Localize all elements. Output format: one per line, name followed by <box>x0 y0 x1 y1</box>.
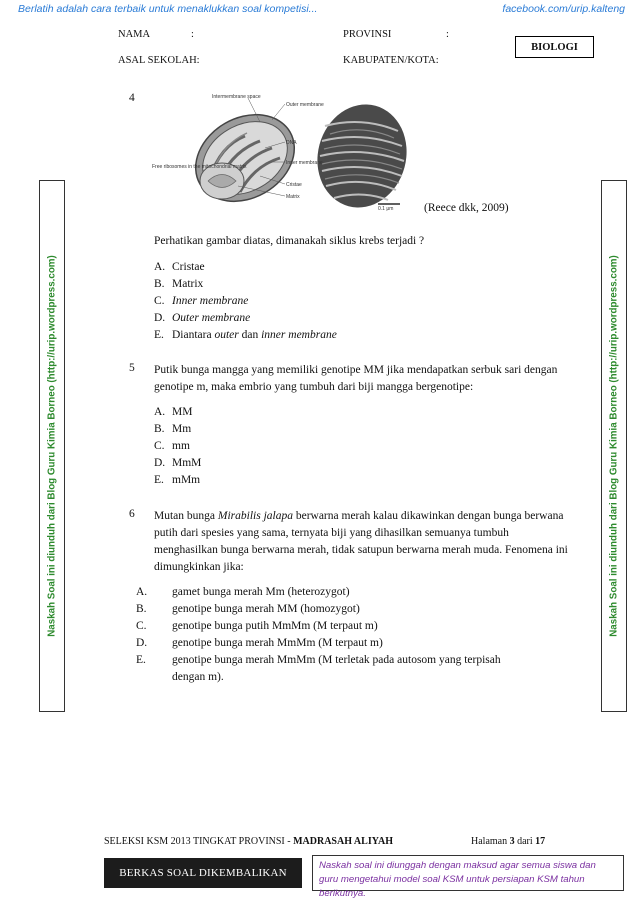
option-letter: C. <box>154 295 165 307</box>
nama-colon: : <box>191 29 194 40</box>
option-letter: D. <box>136 637 148 649</box>
nama-label: NAMA <box>118 29 151 40</box>
subject-box: BIOLOGI <box>515 36 594 58</box>
option-letter: E. <box>154 329 164 341</box>
option-text-part: Diantara <box>172 329 215 341</box>
asal-sekolah-label: ASAL SEKOLAH: <box>118 55 200 66</box>
option-c[interactable] <box>154 438 201 455</box>
option-letter: D. <box>154 312 166 324</box>
provinsi-colon: : <box>446 29 449 40</box>
footer-exam-level: MADRASAH ALIYAH <box>293 836 394 847</box>
option-text: genotipe bunga merah MmMm (M terletak pada autosom yang terpisah dengan m). <box>172 654 501 683</box>
option-text: mMm <box>172 474 201 486</box>
option-c[interactable] <box>154 293 337 310</box>
footer-page-number <box>471 836 545 847</box>
option-d[interactable] <box>136 635 574 652</box>
label-free-ribosomes: Free ribosomes in the mitochondrial matrix <box>152 164 247 170</box>
top-bar-motto: Berlatih adalah cara terbaik untuk menaklukkan soal kompetisi... <box>18 3 318 15</box>
question-4-options <box>154 259 337 344</box>
return-notice-box: BERKAS SOAL DIKEMBALIKAN <box>104 858 302 888</box>
label-matrix: Matrix <box>286 194 300 200</box>
option-e[interactable] <box>154 472 201 489</box>
kabupaten-label: KABUPATEN/KOTA: <box>343 55 439 66</box>
option-letter: B. <box>154 423 165 435</box>
option-letter: A. <box>136 586 148 598</box>
option-text: Cristae <box>172 261 205 273</box>
mitochondrion-micrograph <box>306 94 418 216</box>
footer-exam-title-part: SELEKSI KSM 2013 TINGKAT PROVINSI - <box>104 836 294 847</box>
option-e[interactable] <box>136 652 532 686</box>
option-letter: A. <box>154 406 166 418</box>
page-label: Halaman <box>471 836 510 847</box>
option-text: MmM <box>172 457 202 469</box>
question-4-number: 4 <box>129 92 135 104</box>
option-letter: C. <box>136 620 147 632</box>
question-5-number: 5 <box>129 362 135 374</box>
page-total: 17 <box>535 836 546 847</box>
provinsi-label: PROVINSI <box>343 29 392 40</box>
option-text: Mm <box>172 423 192 435</box>
option-letter: B. <box>136 603 147 615</box>
left-sidebar <box>39 180 65 712</box>
label-intermembrane-space: Intermembrane space <box>212 94 261 100</box>
question-5-stem: Putik bunga mangga yang memiliki genotipe MM jika mendapatkan serbuk sari dengan genotipe m, maka embrio yang tumbuh dari biji mangga bergenotipe: <box>154 364 558 393</box>
option-b[interactable] <box>154 276 337 293</box>
footer-exam-title <box>104 836 393 847</box>
option-text: genotipe bunga merah MmMm (M terpaut m) <box>172 637 383 649</box>
page-current: 3 <box>509 836 515 847</box>
mitochondrion-figure <box>150 86 420 216</box>
option-text: genotipe bunga merah MM (homozygot) <box>172 603 360 615</box>
option-text: Inner membrane <box>172 295 249 307</box>
label-inner-membrane: Inner membrane <box>286 160 323 166</box>
stem-part: berwarna merah kalau dikawinkan dengan bunga berwana putih dari spesies yang sama, ternyata biji yang dihasilkan semuanya tumbuh menghasilkan bunga berwarna merah, tidak satupun berwarna merah muda. Fenomena ini dimungkinkan jika: <box>154 510 568 573</box>
option-text: genotipe bunga putih MmMm (M terpaut m) <box>172 620 378 632</box>
option-e[interactable] <box>154 327 337 344</box>
option-a[interactable] <box>154 404 201 421</box>
left-sidebar-text: Naskah Soal ini diunduh dari Blog Guru Kimia Borneo (http://urip.wordpress.com) <box>46 255 58 637</box>
option-d[interactable] <box>154 310 337 327</box>
option-text: gamet bunga merah Mm (heterozygot) <box>172 586 350 598</box>
question-6-number: 6 <box>129 508 135 520</box>
option-text: Matrix <box>172 278 204 290</box>
top-bar-facebook-link[interactable]: facebook.com/urip.kalteng <box>502 3 625 15</box>
label-scale: 0.1 μm <box>378 206 394 212</box>
option-a[interactable] <box>136 584 574 601</box>
option-text: mm <box>172 440 190 452</box>
label-dna: DNA <box>286 140 297 146</box>
upload-note-box: Naskah soal ini diunggah dengan maksud agar semua siswa dan guru mengetahui model soal KSM untuk persiapan KSM tahun berikutnya. <box>312 855 624 891</box>
option-letter: C. <box>154 440 165 452</box>
stem-part: Mutan bunga <box>154 510 218 522</box>
option-letter: E. <box>154 474 164 486</box>
right-sidebar <box>601 180 627 712</box>
top-bar <box>18 3 625 17</box>
option-text: Outer membrane <box>172 312 251 324</box>
figure-citation: (Reece dkk, 2009) <box>424 202 509 214</box>
option-c[interactable] <box>136 618 574 635</box>
option-letter: A. <box>154 261 166 273</box>
option-text-italic: outer <box>214 329 239 341</box>
question-6-options <box>136 584 574 686</box>
option-d[interactable] <box>154 455 201 472</box>
species-name: Mirabilis jalapa <box>217 510 293 522</box>
label-outer-membrane: Outer membrane <box>286 102 324 108</box>
label-cristae: Cristae <box>286 182 302 188</box>
option-text-part: dan <box>238 329 262 341</box>
page-separator: dari <box>514 836 536 847</box>
question-5-options <box>154 404 201 489</box>
question-6-stem <box>154 508 574 576</box>
option-text: MM <box>172 406 193 418</box>
option-b[interactable] <box>154 421 201 438</box>
option-letter: E. <box>136 654 146 666</box>
option-text-italic: inner membrane <box>261 329 337 341</box>
option-b[interactable] <box>136 601 574 618</box>
option-a[interactable] <box>154 259 337 276</box>
option-letter: D. <box>154 457 166 469</box>
right-sidebar-text: Naskah Soal ini diunduh dari Blog Guru Kimia Borneo (http://urip.wordpress.com) <box>608 255 620 637</box>
option-letter: B. <box>154 278 165 290</box>
question-4-stem: Perhatikan gambar diatas, dimanakah siklus krebs terjadi ? <box>154 235 425 247</box>
